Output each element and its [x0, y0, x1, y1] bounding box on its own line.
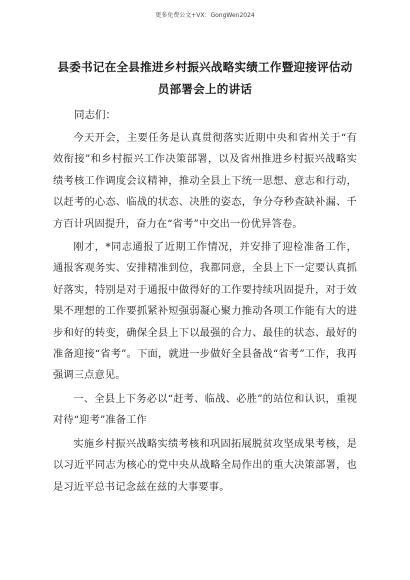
paragraph-briefing: 刚才，*同志通报了近期工作情况，并安排了迎检准备工作，通报客观务实、安排精准到位，我都同意，全县上下一定要认真抓好落实，特别是对于通报中做得好的工作要持续巩固提升，对于效果不理想的工作要抓紧补短强弱凝心聚力推动各项工作能有大的进步和好的转变，确保全县上下以最强的合力、最佳的状态、最好的准备迎接“省考”。下面，就进一步做好全县备战“省考”工作，我再强调三点意见。 — [53, 242, 357, 382]
header-note: 更多免费公文+VX：GongWen2024 — [155, 12, 255, 19]
document-body — [53, 56, 357, 500]
document-title: 县委书记在全县推进乡村振兴战略实绩工作暨迎接评估动员部署会上的讲话 — [57, 60, 353, 96]
paragraph-section-one: 实施乡村振兴战略实绩考核和巩固拓展脱贫攻坚成果考核，是以习近平同志为核心的党中央从战略全局作出的重大决策部署，也是习近平总书记念兹在兹的大事要事。 — [53, 438, 357, 493]
salutation: 同志们： — [74, 109, 116, 121]
paragraph-opening: 今天开会，主要任务是认真贯彻落实近期中央和省州关于“有效衔接”和乡村振兴工作决策部署，以及省州推进乡村振兴战略实绩考核工作调度会议精神，推动全县上下统一思想、意志和行动，以赶考的心态、临战的状态、决胜的姿态，争分夺秒查缺补漏、千方百计巩固提升，奋力在“省考”中交出一份优异答卷。 — [53, 133, 357, 230]
section-heading-one: 一、全县上下务必以“赶考、临战、必胜”的站位和认识，重视对待“迎考”准备工作 — [53, 393, 357, 427]
